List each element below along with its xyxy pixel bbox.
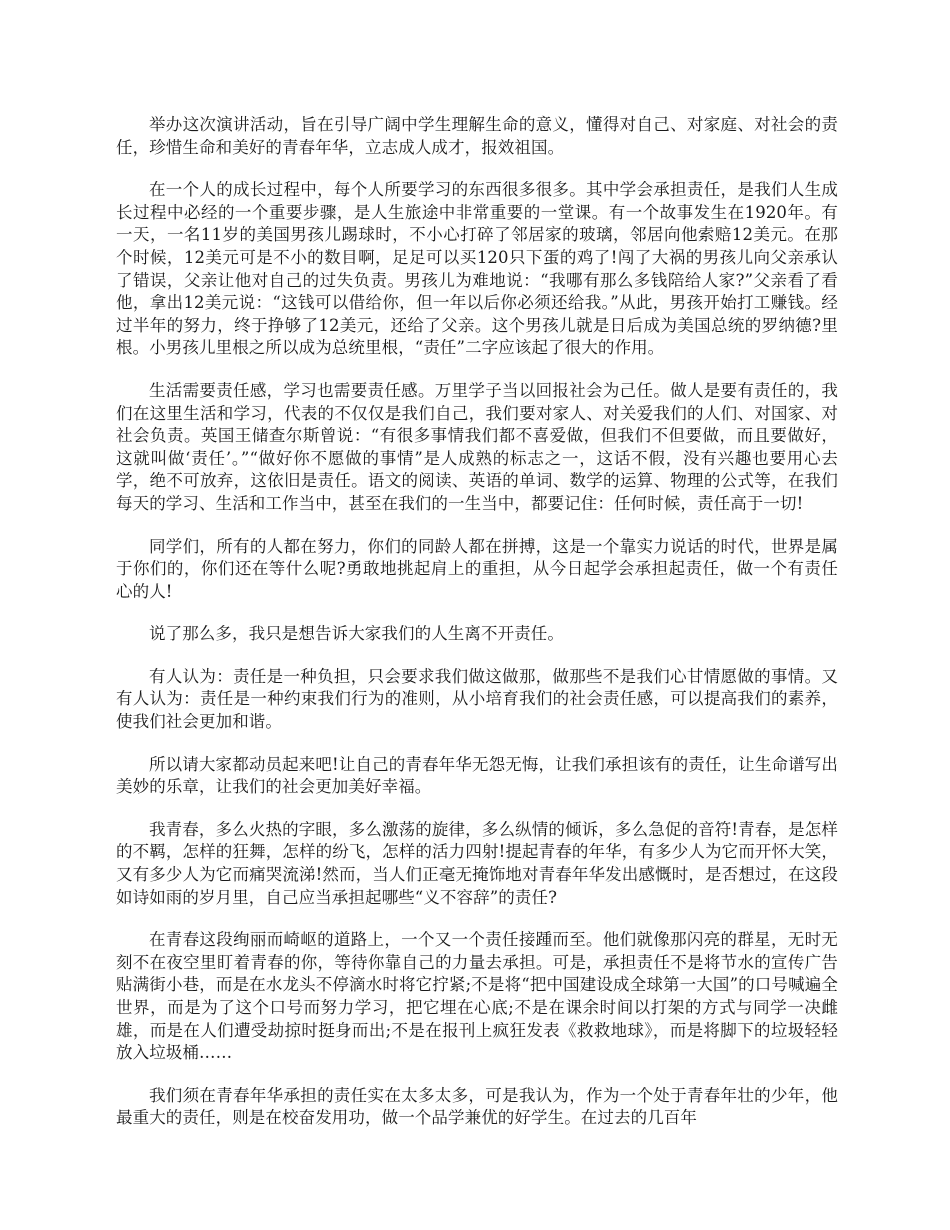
paragraph: 说了那么多，我只是想告诉大家我们的人生离不开责任。 (149, 624, 564, 644)
paragraph: 我们须在青春年华承担的责任实在太多太多，可是我认为，作为一个处于青春年壮的少年，他最重大的责任，则是在校奋发用功，做一个品学兼优的好学生。在过去的几百年 (116, 1085, 838, 1128)
paragraph: 我青春，多么火热的字眼，多么激荡的旋律，多么纵情的倾诉，多么急促的音符!青春，是怎样的不羁，怎样的狂舞，怎样的纷飞，怎样的活力四射!提起青春的年华，有多少人为它而开怀大笑，又有多少人为它而痛哭流涕!然而，当人们正毫无掩饰地对青春年华发出感慨时，是否想过，在这段如诗如雨的岁月里，自己应当承担起哪些“义不容辞”的责任? (116, 819, 838, 907)
paragraph: 在一个人的成长过程中，每个人所要学习的东西很多很多。其中学会承担责任，是我们人生成长过程中必经的一个重要步骤，是人生旅途中非常重要的一堂课。有一个故事发生在1920年。有一天，一名11岁的美国男孩儿踢球时，不小心打碎了邻居家的玻璃，邻居向他索赔12美元。在那个时候，12美元可是不小的数目啊，足足可以买120只下蛋的鸡了!闯了大祸的男孩儿向父亲承认了错误，父亲让他对自己的过失负责。男孩儿为难地说：“我哪有那么多钱陪给人家?”父亲看了看他，拿出12美元说：“这钱可以借给你，但一年以后你必须还给我。”从此，男孩开始打工赚钱。经过半年的努力，终于挣够了12美元，还给了父亲。这个男孩儿就是日后成为美国总统的罗纳德?里根。小男孩儿里根之所以成为总统里根，“责任”二字应该起了很大的作用。 (116, 180, 838, 358)
paragraph: 在青春这段绚丽而崎岖的道路上，一个又一个责任接踵而至。他们就像那闪亮的群星，无时无刻不在夜空里盯着青春的你，等待你靠自己的力量去承担。可是，承担责任不是将节水的宣传广告贴满街小巷，而是在水龙头不停滴水时将它拧紧;不是将“把中国建设成全球第一大国”的口号喊遍全世界，而是为了这个口号而努力学习，把它埋在心底;不是在课余时间以打架的方式与同学一决雌雄，而是在人们遭受劫掠时挺身而出;不是在报刊上疯狂发表《救救地球》，而是将脚下的垃圾轻轻放入垃圾桶…… (116, 930, 838, 1063)
paragraph: 同学们，所有的人都在努力，你们的同龄人都在拼搏，这是一个靠实力说话的时代，世界是属于你们的，你们还在等什么呢?勇敢地挑起肩上的重担，从今日起学会承担起责任，做一个有责任心的人! (116, 536, 838, 601)
paragraph: 生活需要责任感，学习也需要责任感。万里学子当以回报社会为己任。做人是要有责任的，我们在这里生活和学习，代表的不仅仅是我们自己，我们要对家人、对关爱我们的人们、对国家、对社会负责。英国王储查尔斯曾说：“有很多事情我们都不喜爱做，但我们不但要做，而且要做好，这就叫做‘责任’。”“做好你不愿做的事情”是人成熟的标志之一，这话不假，没有兴趣也要用心去学，绝不可放弃，这依旧是责任。语文的阅读、英语的单词、数学的运算、物理的公式等，在我们每天的学习、生活和工作当中，甚至在我们的一生当中，都要记住：任何时候，责任高于一切! (116, 380, 838, 513)
paragraph: 举办这次演讲活动，旨在引导广阔中学生理解生命的意义，懂得对自己、对家庭、对社会的责任，珍惜生命和美好的青春年华，立志成人成才，报效祖国。 (116, 115, 838, 157)
paragraph: 有人认为：责任是一种负担，只会要求我们做这做那，做那些不是我们心甘情愿做的事情。又有人认为：责任是一种约束我们行为的准则，从小培育我们的社会责任感，可以提高我们的素养，使我们社会更加和谐。 (116, 666, 838, 732)
document-body (116, 114, 838, 1150)
paragraph: 所以请大家都动员起来吧!让自己的青春年华无怨无悔，让我们承担该有的责任，让生命谱写出美妙的乐章，让我们的社会更加美好幸福。 (116, 754, 838, 797)
